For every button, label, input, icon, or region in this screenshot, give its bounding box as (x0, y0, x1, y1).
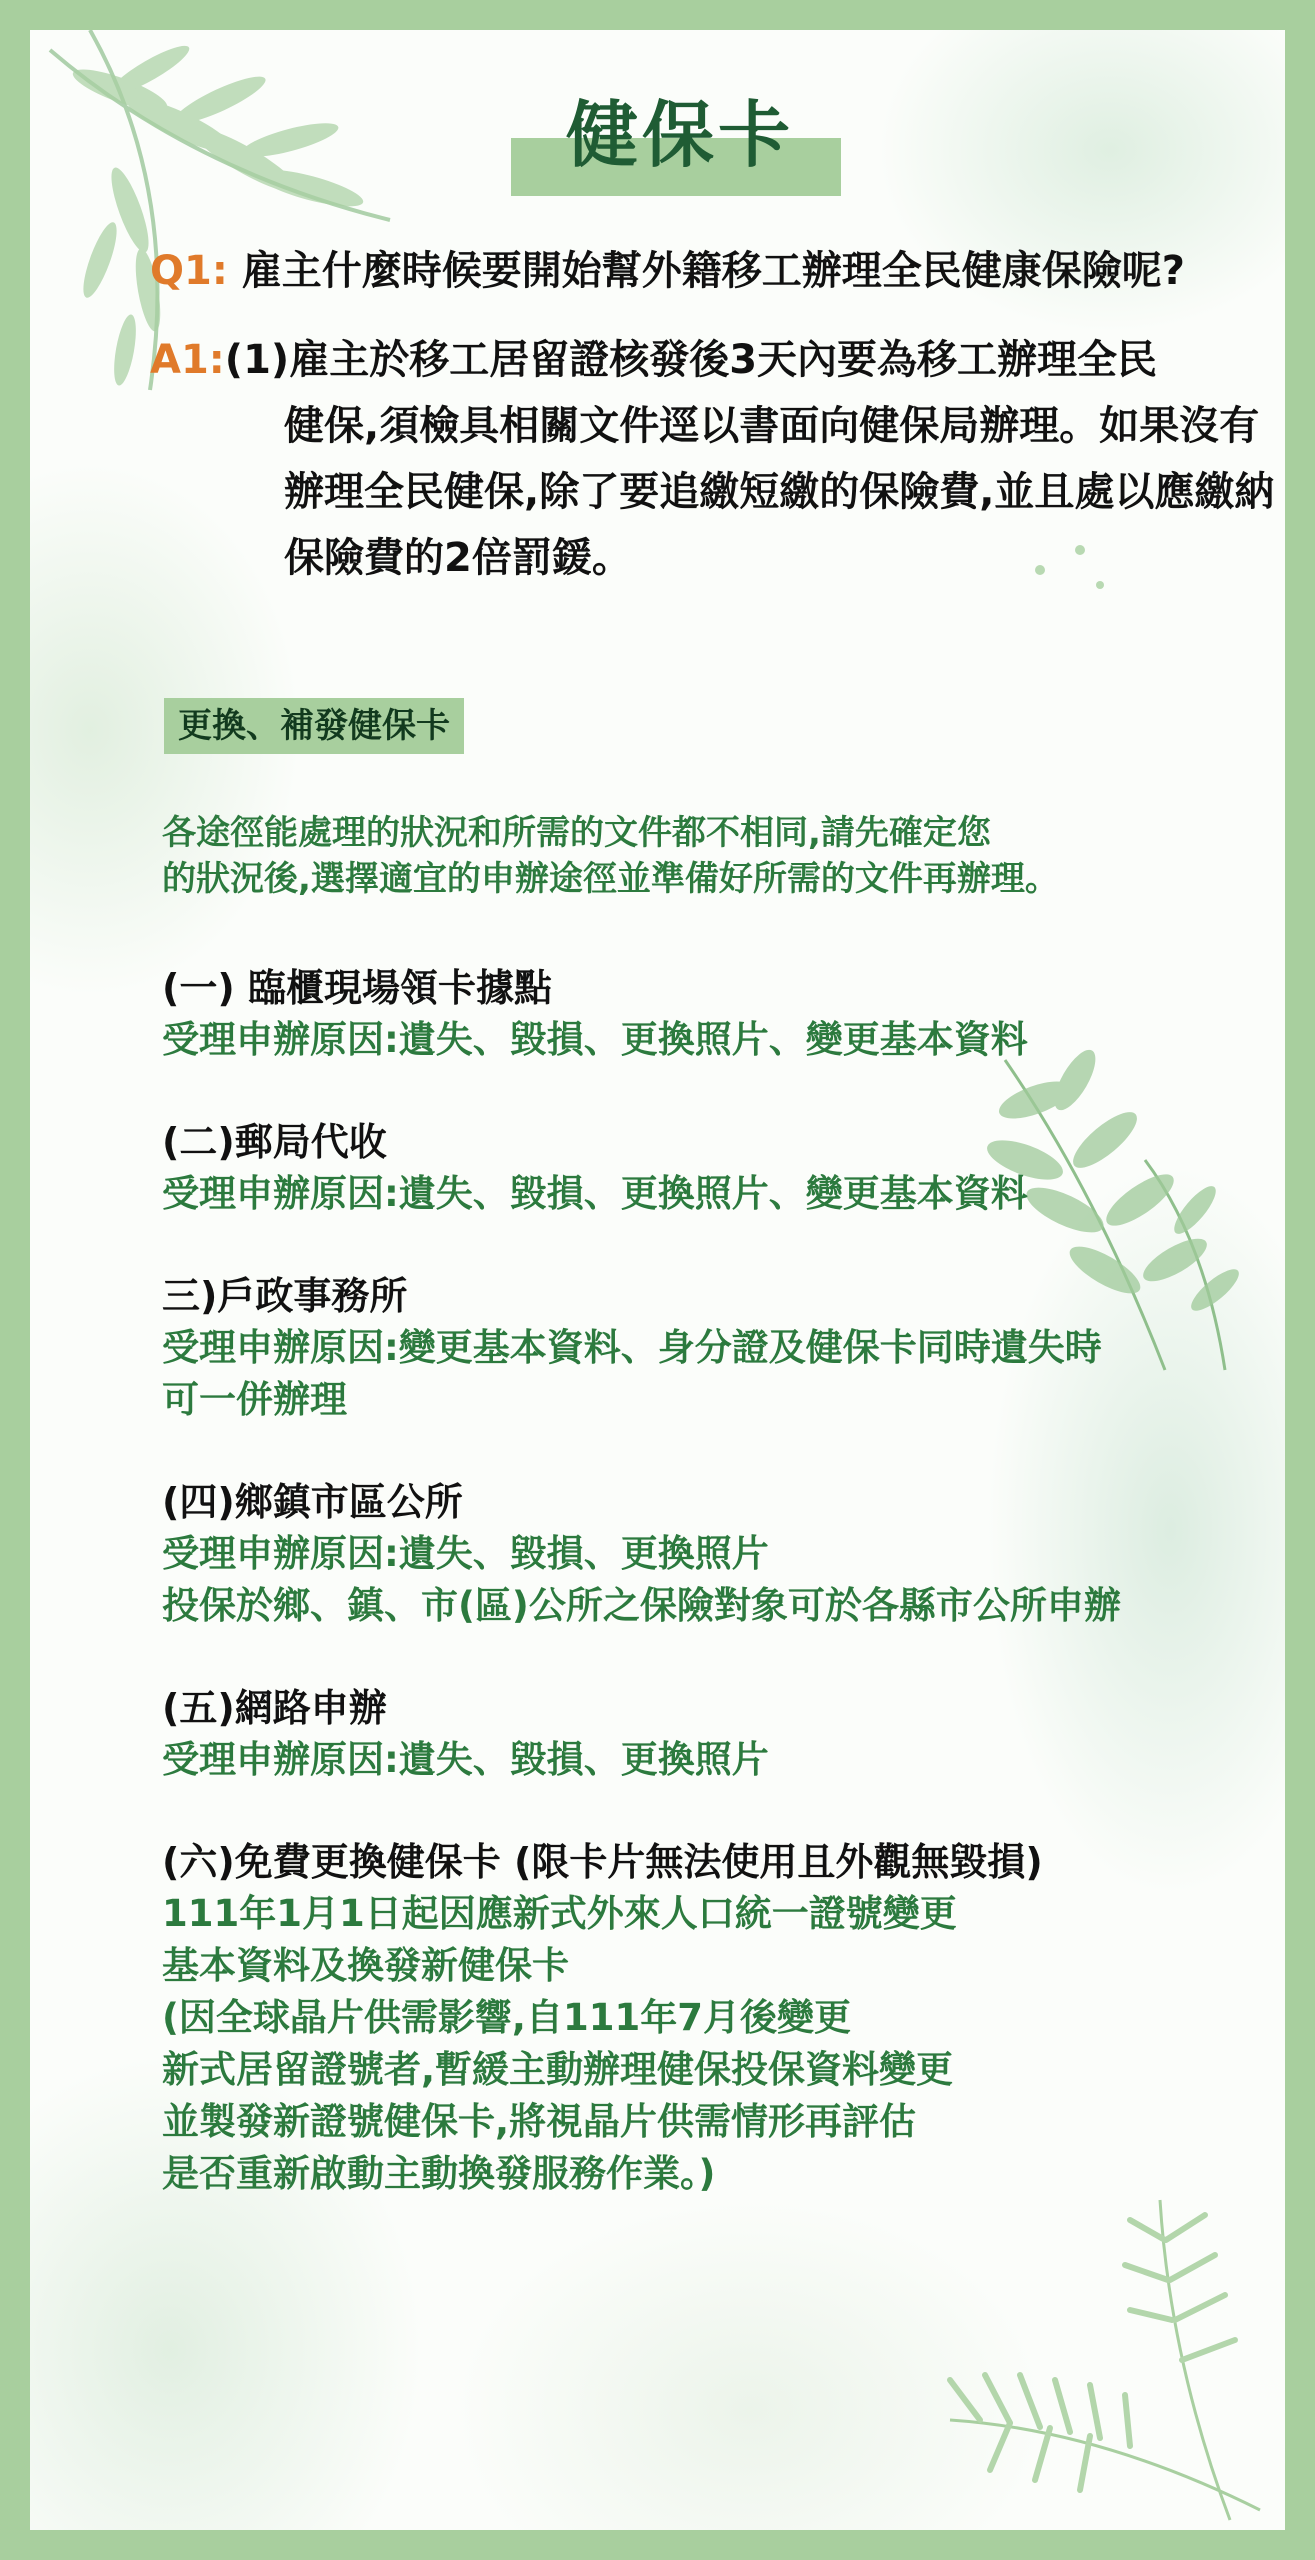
intro-line-1: 各途徑能處理的狀況和所需的文件都不相同,請先確定您 (162, 813, 991, 853)
channel-line: (因全球晶片供需影響,自111年7月後變更 (162, 1996, 851, 2039)
section-tag: 更換、補發健保卡 (164, 698, 464, 754)
channel-heading: (六)免費更換健保卡 (限卡片無法使用且外觀無毀損) (162, 1840, 1043, 1884)
channel-free-replacement (162, 1836, 1285, 2200)
channel-line: 基本資料及換發新健保卡 (162, 1944, 569, 1987)
answer-first-line (150, 327, 1285, 393)
question-text: 雇主什麼時候要開始幫外籍移工辦理全民健康保險呢? (241, 248, 1185, 294)
channel-heading: 三)戶政事務所 (162, 1274, 408, 1318)
channel-household-office (162, 1270, 1285, 1426)
answer-line1-text: (1)雇主於移工居留證核發後3天內要為移工辦理全民 (224, 337, 1158, 383)
channel-district-office (162, 1476, 1285, 1632)
channel-line: 是否重新啟動主動換發服務作業。) (162, 2152, 716, 2195)
channel-line: 投保於鄉、鎮、市(區)公所之保險對象可於各縣市公所申辦 (162, 1584, 1121, 1627)
channel-line: 可一併辦理 (162, 1378, 347, 1421)
channel-counter (162, 962, 1285, 1066)
page-title: 健保卡 (565, 93, 794, 177)
channel-heading: (五)網路申辦 (162, 1686, 387, 1730)
channel-line: 受理申辦原因:遺失、毀損、更換照片、變更基本資料 (162, 1018, 1028, 1061)
question-row (150, 243, 1185, 299)
channel-post-office (162, 1116, 1285, 1220)
answer-block (150, 327, 1285, 591)
intro-line-2: 的狀況後,選擇適宜的申辦途徑並準備好所需的文件再辦理。 (162, 859, 1059, 899)
answer-label: A1: (150, 337, 225, 383)
channel-online (162, 1682, 1285, 1786)
channel-line: 111年1月1日起因應新式外來人口統一證號變更 (162, 1892, 957, 1935)
channel-line: 新式居留證號者,暫緩主動辦理健保投保資料變更 (162, 2048, 954, 2091)
content-card (30, 30, 1285, 2530)
question-label: Q1: (150, 248, 228, 294)
channel-line: 受理申辦原因:變更基本資料、身分證及健保卡同時遺失時 (162, 1326, 1102, 1369)
channel-heading: (四)鄉鎮市區公所 (162, 1480, 463, 1524)
channel-line: 受理申辦原因:遺失、毀損、更換照片 (162, 1738, 769, 1781)
channel-heading: (一) 臨櫃現場領卡據點 (162, 966, 552, 1010)
channel-line: 受理申辦原因:遺失、毀損、更換照片 (162, 1532, 769, 1575)
channel-line: 並製發新證號健保卡,將視晶片供需情形再評估 (162, 2100, 917, 2143)
channel-heading: (二)郵局代收 (162, 1120, 387, 1164)
answer-rest-text: 健保,須檢具相關文件逕以書面向健保局辦理。如果沒有辦理全民健保,除了要追繳短繳的保險費,並且處以應繳納保險費的2倍罰鍰。 (284, 403, 1275, 581)
section-intro (162, 810, 1282, 902)
channel-line: 受理申辦原因:遺失、毀損、更換照片、變更基本資料 (162, 1172, 1028, 1215)
application-channels (162, 962, 1285, 2250)
